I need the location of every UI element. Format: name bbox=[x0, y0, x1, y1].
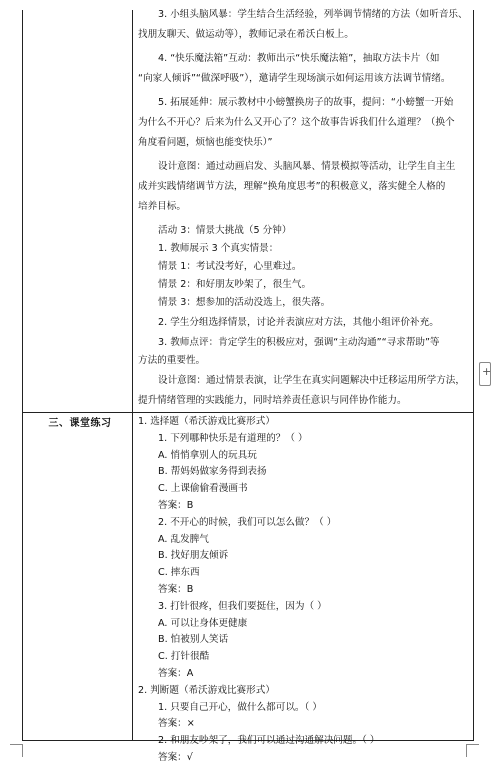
lower-line-21: 答案：√ bbox=[158, 752, 193, 763]
upper-line-16: 2. 学生分组选择情景，讨论并表演应对方法，其他小组评价补充。 bbox=[158, 317, 439, 328]
upper-line-3: 4. “快乐魔法箱”互动：教师出示“快乐魔法箱”，抽取方法卡片（如 bbox=[158, 53, 440, 64]
lower-line-19: 答案：× bbox=[158, 718, 195, 730]
upper-line-11: 活动 3：情景大挑战（5 分钟） bbox=[158, 225, 292, 236]
upper-line-6: 为什么不开心？后来为什么又开心了？这个故事告诉我们什么道理？（换个 bbox=[138, 117, 455, 128]
lower-line-7: 2. 不开心的时候，我们可以怎么做？（ ） bbox=[158, 516, 337, 528]
upper-line-10: 培养目标。 bbox=[138, 201, 186, 212]
upper-line-8: 设计意图：通过动画启发、头脑风暴、情景模拟等活动，让学生自主生 bbox=[158, 161, 456, 172]
upper-line-13: 情景 1：考试没考好，心里难过。 bbox=[158, 261, 302, 272]
lower-line-1: 1. 选择题（希沃游戏比赛形式） bbox=[138, 416, 275, 427]
lower-line-20: 2. 和朋友吵架了，我们可以通过沟通解决问题。（ ） bbox=[158, 735, 380, 747]
upper-line-17: 3. 教师点评：肯定学生的积极应对，强调“主动沟通”“寻求帮助”等 bbox=[158, 337, 440, 348]
section-label-practice: 三、课堂练习 bbox=[48, 418, 112, 429]
upper-line-15: 情景 3：想参加的活动没选上，很失落。 bbox=[158, 297, 331, 308]
upper-line-4: “向家人倾诉”“做深呼吸”），邀请学生现场演示如何运用该方法调节情绪。 bbox=[138, 73, 451, 84]
lower-line-2: 1. 下列哪种快乐是有道理的？（ ） bbox=[158, 432, 308, 444]
lower-line-14: B. 怕被别人笑话 bbox=[158, 634, 229, 646]
lower-line-9: B. 找好朋友倾诉 bbox=[158, 550, 229, 562]
upper-line-1: 3. 小组头脑风暴：学生结合生活经验，列举调节情绪的方法（如听音乐、 bbox=[158, 9, 468, 20]
page-corner-mark-right bbox=[466, 744, 479, 757]
lower-line-12: 3. 打针很疼，但我们要挺住，因为（ ） bbox=[158, 600, 327, 612]
table-column-divider bbox=[132, 10, 133, 740]
upper-line-9: 成并实践情绪调节方法，理解“换角度思考”的积极意义，落实健全人格的 bbox=[138, 181, 446, 192]
upper-line-18: 方法的重要性。 bbox=[138, 355, 206, 366]
lower-line-10: C. 摔东西 bbox=[158, 567, 200, 579]
plus-icon: + bbox=[482, 365, 491, 378]
lower-line-4: B. 帮妈妈做家务得到表扬 bbox=[158, 466, 267, 478]
upper-line-12: 1. 教师展示 3 个真实情景： bbox=[158, 243, 279, 254]
upper-line-19: 设计意图：通过情景表演，让学生在真实问题解决中迁移运用所学方法， bbox=[158, 375, 465, 386]
table-border-right bbox=[473, 10, 474, 740]
upper-line-7: 角度看问题，烦恼也能变快乐）” bbox=[138, 137, 273, 148]
lower-line-3: A. 悄悄拿别人的玩具玩 bbox=[158, 449, 257, 461]
lower-line-18: 1. 只要自己开心，做什么都可以。（ ） bbox=[158, 701, 322, 713]
lower-line-13: A. 可以让身体更健康 bbox=[158, 617, 248, 629]
table-row-divider bbox=[22, 412, 474, 413]
lower-line-11: 答案：B bbox=[158, 584, 194, 595]
lower-line-17: 2. 判断题（希沃游戏比赛形式） bbox=[138, 684, 275, 696]
table-border-left bbox=[22, 10, 23, 740]
lower-line-15: C. 打针很酷 bbox=[158, 651, 210, 663]
upper-line-14: 情景 2：和好朋友吵架了，很生气。 bbox=[158, 279, 312, 290]
lower-line-5: C. 上课偷偷看漫画书 bbox=[158, 483, 248, 495]
upper-line-20: 提升情绪管理的实践能力，同时培养责任意识与同伴协作能力。 bbox=[138, 395, 407, 406]
lower-line-16: 答案：A bbox=[158, 668, 194, 679]
lower-line-8: A. 乱发脾气 bbox=[158, 533, 209, 545]
lower-line-6: 答案：B bbox=[158, 500, 194, 511]
page-corner-mark-left bbox=[10, 744, 23, 757]
upper-line-2: 找朋友聊天、做运动等），教师记录在希沃白板上。 bbox=[138, 29, 354, 40]
upper-line-5: 5. 拓展延伸：展示教材中小螃蟹换房子的故事，提问：“小螃蟹一开始 bbox=[158, 97, 454, 108]
side-expand-marker[interactable] bbox=[479, 362, 491, 386]
